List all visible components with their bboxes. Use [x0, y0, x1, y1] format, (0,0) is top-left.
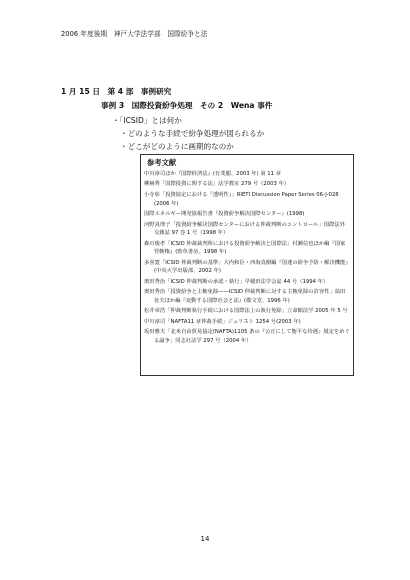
lecture-heading: 1 月 15 日 第 4 部 事例研究 [61, 87, 172, 96]
reference-item: 小寺彰「投資協定における『透明性』」RIETI Discussion Paper Series 06-J-028 (2006 年) [144, 191, 339, 207]
reference-item: 松井章浩「仲裁判断執行手続における国際法上の執行免除」立命館法学 2005 年 5 号 [144, 308, 348, 315]
reference-item: 森川俊孝「ICSID 仲裁裁判所における投資紛争解決と国際法」村瀬信也ほか編『国家管轄権』(勁草書房、1998 年) [144, 240, 346, 256]
reference-item: 奥田秀治「ICSID 仲裁判断の承認・執行」早稲田法学会誌 44 号（1994 年） [144, 278, 329, 285]
question-item: ・どのような手続で紛争処理が図られるか [120, 129, 265, 138]
question-list [112, 114, 264, 153]
reference-item: 坂田雅夫「北米自由貿易協定(NAFTA)1105 条の『公正にして衡平な待遇』規定をめぐる論争」同志社法学 297 号（2004 年） [144, 329, 350, 344]
references-box [140, 154, 354, 376]
reference-item: 河野真理子「投資紛争解決国際センターにおける仲裁判断のコントロール」国際法外交雑誌 97 巻 1 号（1998 年） [144, 221, 345, 237]
references-title: 参考文献 [147, 158, 177, 167]
question-item: ・どこがどのように画期的なのか [120, 142, 234, 151]
reference-item: 多喜寛「ICSID 仲裁判断の基準」大内和臣・西海真樹編『国連の紛争予防・解決機能』(中央大学出版部、2002 年) [144, 259, 348, 275]
reference-item: 国際エネルギー開発協報告書『投資紛争解決国際センター』(1998) [144, 211, 305, 218]
reference-item: 中川淳司ほか『国際経済法』(有斐閣、2003 年) 第 11 章 [144, 171, 282, 177]
reference-list [144, 170, 350, 345]
reference-item: 中川淳司「NAFTA11 章仲裁手続」ジュリスト 1254 号(2003 年) [144, 318, 301, 325]
question-item: ・「ICSID」とは何か [112, 116, 182, 125]
reference-item: 奥田秀治「投資紛争と主権免除——ICSID 仲裁判断に対する主権免除の許容性」島田征夫ほか編『変動する国際社会と法』(敬文堂、1996 年) [144, 289, 346, 304]
reference-item: 柳赫秀「国際投資に関する法」法学教室 279 号（2003 年） [144, 181, 290, 188]
page-number: 14 [200, 535, 210, 543]
case-title: 事例 3 国際投資紛争処理 その 2 Wena 事件 [101, 101, 273, 110]
page-header: 2006 年度後期 神戸大学法学部 国際紛争と法 [61, 30, 208, 38]
